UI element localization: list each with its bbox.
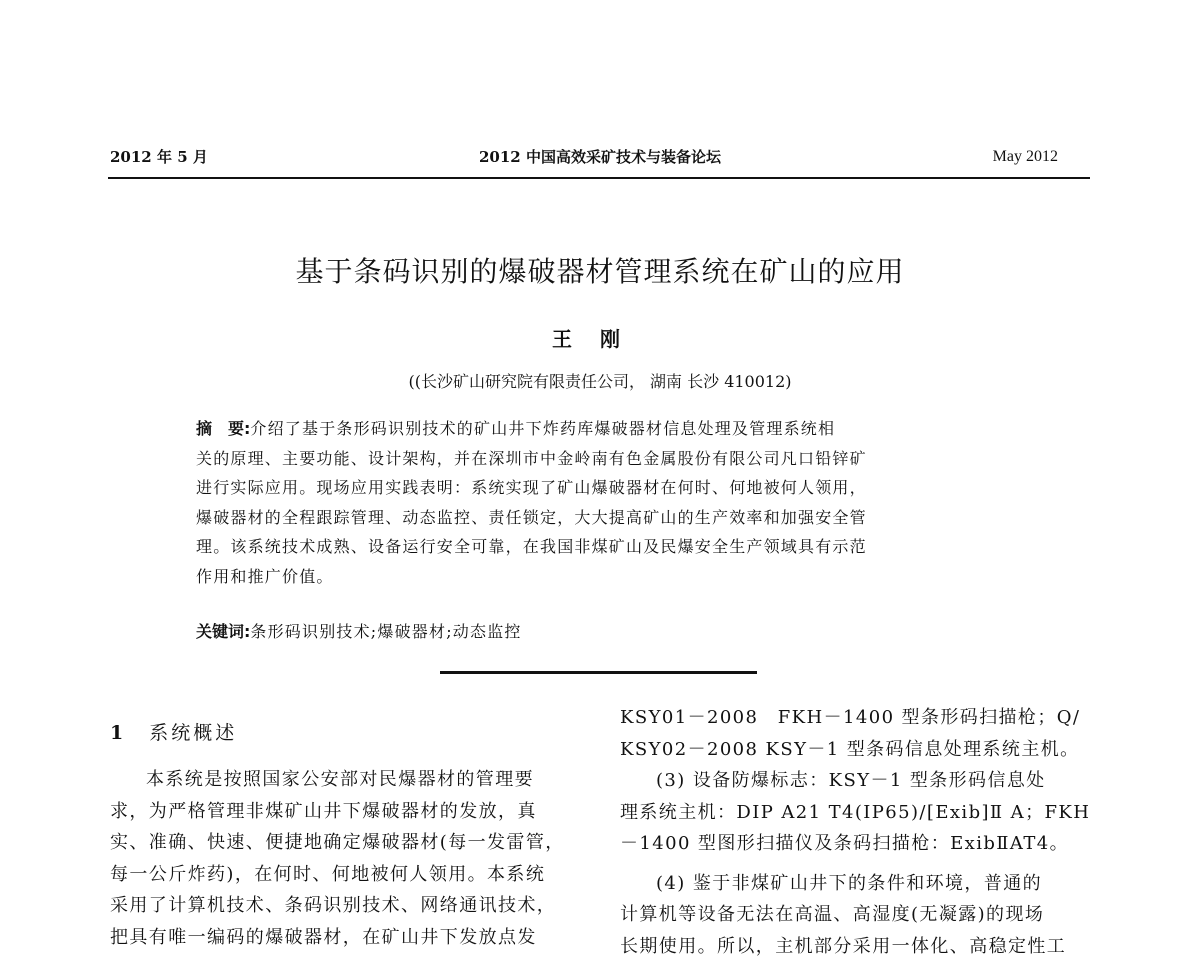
- abstract-label: 摘 要:: [196, 419, 250, 438]
- header-rule: [108, 177, 1090, 179]
- body-line: 每一公斤炸药)，在何时、何地被何人领用。本系统: [110, 859, 580, 891]
- body-line: 求，为严格管理非煤矿山井下爆破器材的发放，真: [110, 796, 580, 828]
- keywords-text: 条形码识别技术;爆破器材;动态监控: [250, 622, 521, 641]
- paper-title: 基于条码识别的爆破器材管理系统在矿山的应用: [0, 252, 1200, 292]
- body-line: 长期使用。所以，主机部分采用一体化、高稳定性工: [620, 931, 1090, 962]
- body-line: －1400 型图形扫描仪及条码扫描枪：ExibⅡAT4。: [620, 828, 1090, 860]
- right-column-body: [620, 702, 1090, 962]
- abstract: [196, 414, 1004, 591]
- body-line: KSY01－2008 FKH－1400 型条形码扫描枪；Q/: [620, 702, 1090, 734]
- body-line: 理系统主机：DIP A21 T4(IP65)/[Exib]Ⅱ A；FKH: [620, 797, 1090, 829]
- body-line: (4) 鉴于非煤矿山井下的条件和环境，普通的: [620, 868, 1090, 900]
- keywords: [196, 620, 1004, 644]
- affiliation: ((长沙矿山研究院有限责任公司， 湖南 长沙 410012): [0, 370, 1200, 394]
- abstract-line: 关的原理、主要功能、设计架构，并在深圳市中金岭南有色金属股份有限公司凡口铅锌矿: [196, 444, 1004, 474]
- body-line: 采用了计算机技术、条码识别技术、网络通讯技术，: [110, 890, 580, 922]
- header-date: 2012 年 5 月: [110, 147, 208, 167]
- body-line: (3) 设备防爆标志：KSY－1 型条形码信息处: [620, 765, 1090, 797]
- abstract-line: 摘 要:介绍了基于条形码识别技术的矿山井下炸药库爆破器材信息处理及管理系统相: [196, 414, 1004, 444]
- body-line: 本系统是按照国家公安部对民爆器材的管理要: [110, 764, 580, 796]
- abstract-line: 爆破器材的全程跟踪管理、动态监控、责任锁定，大大提高矿山的生产效率和加强安全管: [196, 503, 1004, 533]
- section-title: 系统概述: [149, 722, 237, 744]
- header-date-en: May 2012: [993, 147, 1058, 167]
- body-line: 计算机等设备无法在高温、高湿度(无凝露)的现场: [620, 899, 1090, 931]
- body-line: 实、准确、快速、便捷地确定爆破器材(每一发雷管，: [110, 827, 580, 859]
- section-heading: [110, 719, 237, 747]
- abstract-separator: [440, 671, 757, 674]
- body-line: 把具有唯一编码的爆破器材，在矿山井下发放点发: [110, 922, 580, 954]
- left-column-body: [110, 764, 580, 953]
- header-journal-title: 2012 中国高效采矿技术与装备论坛: [0, 147, 1200, 167]
- body-line: KSY02－2008 KSY－1 型条码信息处理系统主机。: [620, 734, 1090, 766]
- abstract-line: 作用和推广价值。: [196, 562, 1004, 592]
- abstract-line: 进行实际应用。现场应用实践表明：系统实现了矿山爆破器材在何时、何地被何人领用，: [196, 473, 1004, 503]
- section-number: 1: [110, 722, 123, 744]
- author: 王刚: [0, 325, 1200, 353]
- abstract-line: 理。该系统技术成熟、设备运行安全可靠，在我国非煤矿山及民爆安全生产领域具有示范: [196, 532, 1004, 562]
- keywords-label: 关键词:: [196, 622, 250, 641]
